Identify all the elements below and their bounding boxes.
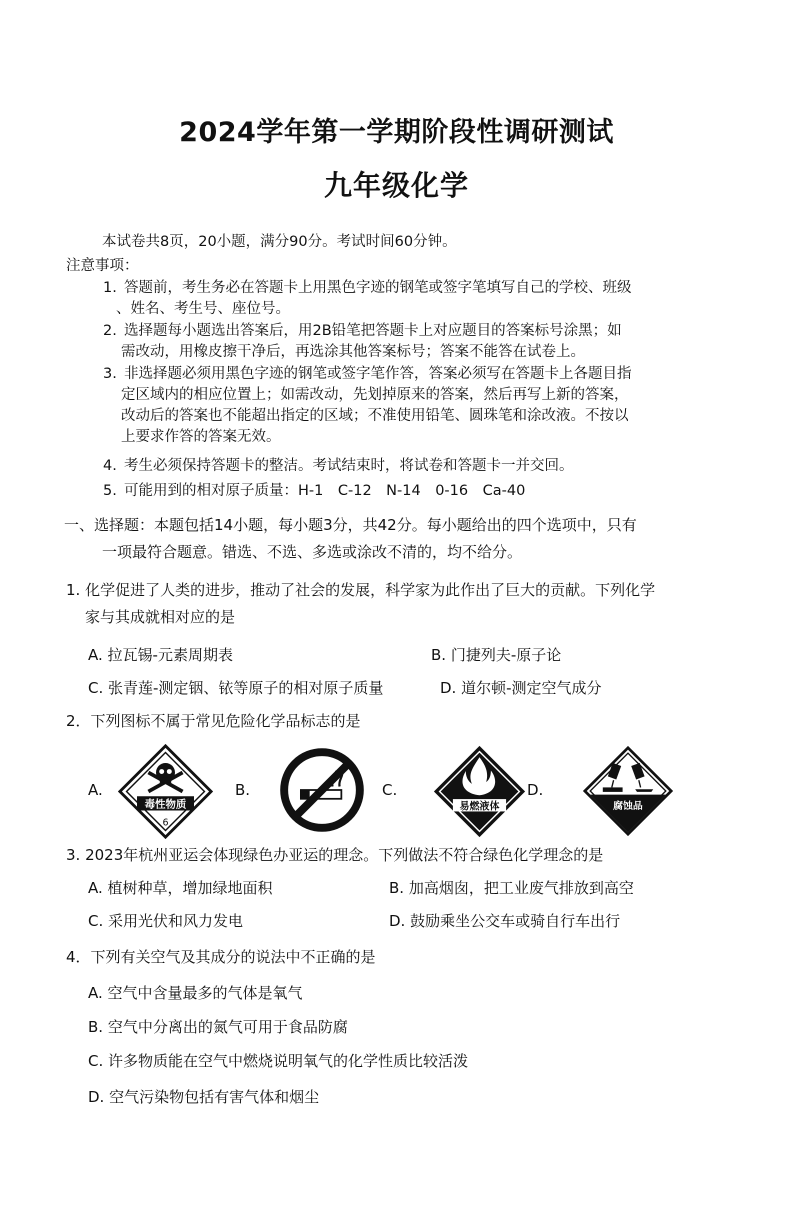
q2-option-b[interactable]: B.	[235, 781, 251, 799]
question-1-stem: 1. 化学促进了人类的进步，推动了社会的发展，科学家为此作出了巨大的贡献。下列化学	[66, 581, 656, 599]
q1-option-d[interactable]: D. 道尔顿-测定空气成分	[440, 679, 602, 697]
q1-option-c[interactable]: C. 张青莲-测定铟、铱等原子的相对原子质量	[88, 679, 384, 697]
toxic-substance-sign	[118, 744, 213, 843]
notice-num-3: 3.	[103, 366, 117, 382]
notice-line: 非选择题必须用黑色字迹的钢笔或签字笔作答，答案必须写在答题卡上各题目指	[124, 366, 632, 382]
notice-num-4: 4.	[103, 458, 117, 474]
q4-option-b[interactable]: B. 空气中分离出的氮气可用于食品防腐	[88, 1018, 348, 1036]
section-heading-cont: 一项最符合题意。错选、不选、多选或涂改不清的，均不给分。	[102, 543, 523, 561]
flammable-liquid-sign	[432, 744, 527, 843]
q3-option-c[interactable]: C. 采用光伏和风力发电	[88, 912, 244, 930]
notice-num-5: 5.	[103, 483, 117, 499]
intro-text: 本试卷共8页，20小题，满分90分。考试时间60分钟。	[102, 234, 457, 250]
sign-a-class: 6	[162, 817, 169, 829]
sign-d-label: 腐蚀品	[613, 801, 643, 812]
notice-line: 答题前，考生务必在答题卡上用黑色字迹的钢笔或签字笔填写自己的学校、班级	[124, 280, 632, 296]
question-4-stem: 4．下列有关空气及其成分的说法中不正确的是	[66, 948, 376, 966]
sign-a-label: 毒性物质	[144, 798, 187, 811]
notice-heading: 注意事项：	[66, 258, 139, 274]
q1-option-b[interactable]: B. 门捷列夫-原子论	[431, 646, 562, 664]
notice-num-2: 2.	[103, 323, 117, 339]
no-smoking-sign	[278, 746, 366, 838]
q3-option-b[interactable]: B. 加高烟囱，把工业废气排放到高空	[389, 879, 634, 897]
q4-option-a[interactable]: A. 空气中含量最多的气体是氧气	[88, 984, 303, 1002]
notice-num-1: 1.	[103, 280, 117, 296]
notice-line: 需改动，用橡皮擦干净后，再选涂其他答案标号；答案不能答在试卷上。	[121, 344, 585, 360]
q2-option-d[interactable]: D.	[527, 781, 544, 799]
notice-line: 定区域内的相应位置上；如需改动，先划掉原来的答案，然后再写上新的答案，	[121, 387, 629, 403]
notice-line: 可能用到的相对原子质量：H-1 C-12 N-14 0-16 Ca-40	[124, 483, 526, 499]
question-1-stem-cont: 家与其成就相对应的是	[85, 608, 236, 626]
question-2-stem: 2．下列图标不属于常见危险化学品标志的是	[66, 712, 361, 730]
q2-option-c[interactable]: C.	[382, 781, 398, 799]
notice-line: 、姓名、考生号、座位号。	[116, 301, 290, 317]
exam-subtitle: 九年级化学	[323, 169, 469, 202]
section-heading: 一、选择题：本题包括14小题，每小题3分，共42分。每小题给出的四个选项中，只有	[64, 516, 637, 534]
q1-option-a[interactable]: A. 拉瓦锡-元素周期表	[88, 646, 233, 664]
q4-option-c[interactable]: C. 许多物质能在空气中燃烧说明氧气的化学性质比较活泼	[88, 1052, 469, 1070]
sign-c-label: 易燃液体	[459, 801, 500, 813]
exam-title: 2024学年第一学期阶段性调研测试	[179, 117, 614, 148]
q3-option-d[interactable]: D. 鼓励乘坐公交车或骑自行车出行	[389, 912, 621, 930]
question-3-stem: 3. 2023年杭州亚运会体现绿色办亚运的理念。下列做法不符合绿色化学理念的是	[66, 846, 604, 864]
notice-line: 选择题每小题选出答案后，用2B铅笔把答题卡上对应题目的答案标号涂黑；如	[124, 323, 622, 339]
notice-line: 考生必须保持答题卡的整洁。考试结束时，将试卷和答题卡一并交回。	[124, 458, 574, 474]
notice-line: 上要求作答的答案无效。	[121, 429, 281, 445]
q2-option-a[interactable]: A.	[88, 781, 103, 799]
q3-option-a[interactable]: A. 植树种草，增加绿地面积	[88, 879, 273, 897]
notice-line: 改动后的答案也不能超出指定的区域；不准使用铅笔、圆珠笔和涂改液。不按以	[121, 408, 629, 424]
corrosive-sign	[583, 746, 673, 840]
q4-option-d[interactable]: D. 空气污染物包括有害气体和烟尘	[88, 1088, 320, 1106]
